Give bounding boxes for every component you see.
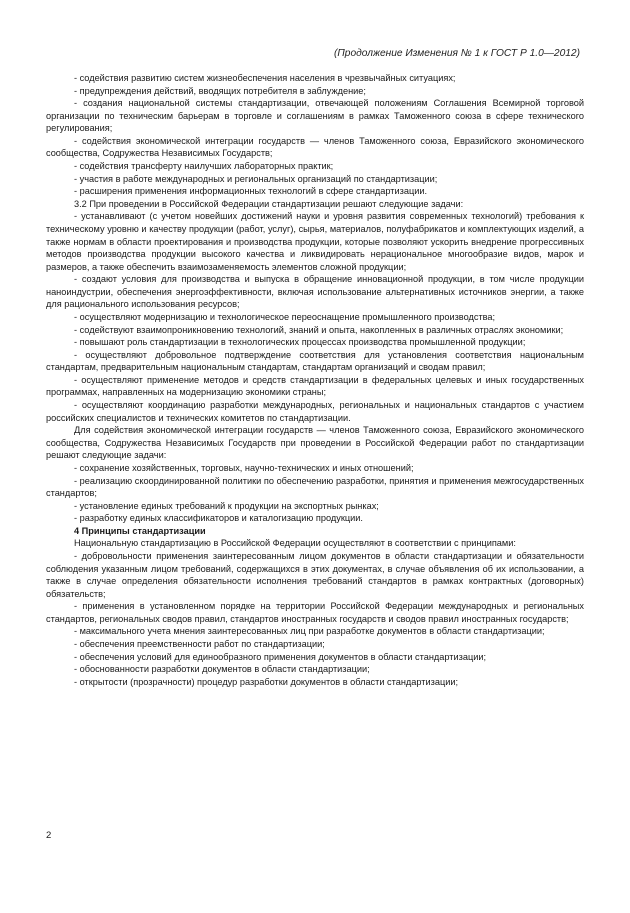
paragraph: - повышают роль стандартизации в технологических процессах производства промышленной продукции; xyxy=(74,337,526,348)
paragraph: - максимального учета мнения заинтересованных лиц при разработке документов в области стандартизации; xyxy=(74,626,545,637)
paragraph: Для содействия экономической интеграции государств — членов Таможенного союза, Евразийского экономического сообщества, Содружества Независимых Государств при проведении в Российской Федерации работ по стандартизации решают следующие задачи: xyxy=(46,425,584,461)
paragraph: - осуществляют модернизацию и технологическое переоснащение промышленного производства; xyxy=(74,311,496,322)
paragraph: - осуществляют добровольное подтверждение соответствия для установления соответствия национальным стандартам, предварительным национальным стандартам, стандартам организаций и сводам правил; xyxy=(46,349,584,373)
paragraph: - содействия экономической интеграции государств — членов Таможенного союза, Евразийского экономического сообщества, Содружества Независимых Государств; xyxy=(46,135,584,159)
paragraph: - применения в установленном порядке на территории Российской Федерации международных и региональных стандартов, региональных сводов правил, стандартов иностранных государств и сводов правил иностранных государств; xyxy=(46,601,584,624)
paragraph: - установление единых требований к продукции на экспортных рынках; xyxy=(74,500,379,511)
paragraph: - создают условия для производства и выпуска в обращение инновационной продукции, в том числе продукции наноиндустрии, обеспечения энергоэффективности, включая использование альтернативных источников энергии, а также для рационального использования ресурсов; xyxy=(46,274,584,310)
paragraph: - открытости (прозрачности) процедур разработки документов в области стандартизации; xyxy=(74,676,459,687)
paragraph: - разработку единых классификаторов и каталогизацию продукции. xyxy=(74,513,363,524)
section-heading: 4 Принципы стандартизации xyxy=(74,525,206,536)
paragraph: 3.2 При проведении в Российской Федерации стандартизации решают следующие задачи: xyxy=(74,198,464,209)
paragraph: - добровольности применения заинтересованным лицом документов в области стандартизации и обязательности соблюдения указанным лицом требований, содержащихся в этих документах, в случае объявления об их использовании, а также в случае определения обязательности исполнения требований стандартов в рамках контрактных (договорных) обязательств; xyxy=(46,550,584,599)
paragraph: - обоснованности разработки документов в области стандартизации; xyxy=(74,664,370,675)
paragraph: - участия в работе международных и региональных организаций по стандартизации; xyxy=(74,173,438,184)
paragraph: - сохранение хозяйственных, торговых, научно-технических и иных отношений; xyxy=(74,462,414,473)
paragraph: - предупреждения действий, вводящих потребителя в заблуждение; xyxy=(74,85,366,96)
paragraph: - создания национальной системы стандартизации, отвечающей положениям Соглашения Всемирной торговой организации по техническим барьерам в торговле и соглашениям в рамках Таможенного союза в сфере технического регулирования; xyxy=(46,98,584,134)
paragraph: - осуществляют применение методов и средств стандартизации в федеральных целевых и иных государственных программах, направленных на модернизацию экономики страны; xyxy=(46,374,584,398)
paragraph: - содействия трансферту наилучших лабораторных практик; xyxy=(74,161,334,172)
paragraph: - содействуют взаимопроникновению технологий, знаний и опыта, накопленных в различных отраслях экономики; xyxy=(74,324,564,335)
paragraph: - содействия развитию систем жизнеобеспечения населения в чрезвычайных ситуациях; xyxy=(74,73,456,83)
paragraph: - обеспечения условий для единообразного применения документов в области стандартизации; xyxy=(74,651,487,662)
paragraph: - реализацию скоординированной политики по обеспечению разработки, принятия и применения межгосударственных стандартов; xyxy=(46,475,584,499)
paragraph: Национальную стандартизацию в Российской Федерации осуществляют в соответствии с принципами: xyxy=(74,538,516,549)
paragraph: - расширения применения информационных технологий в сфере стандартизации. xyxy=(74,186,428,197)
paragraph: - устанавливают (с учетом новейших достижений науки и уровня развития современных технологий) требования к техническому уровню и качеству продукции (работ, услуг), сырья, материалов, полуфабрикатов и комплектующих изделий, а также нормам в области проектирования и производства продукции, которые позволяют ускорить внедрение прогрессивных методов производства продукции высокого качества и ликвидировать нерациональное многообразие видов, марок и размеров, а также обеспечить взаимозаменяемость элементов сложной продукции; xyxy=(46,211,584,272)
page-number: 2 xyxy=(46,830,52,841)
running-header: (Продолжение Изменения № 1 к ГОСТ Р 1.0—2012) xyxy=(334,48,580,59)
paragraph: - осуществляют координацию разработки международных, региональных и национальных стандартов с участием российских специалистов и технических комитетов по стандартизации. xyxy=(46,400,584,423)
paragraph: - обеспечения преемственности работ по стандартизации; xyxy=(74,639,325,650)
document-body xyxy=(46,72,584,688)
